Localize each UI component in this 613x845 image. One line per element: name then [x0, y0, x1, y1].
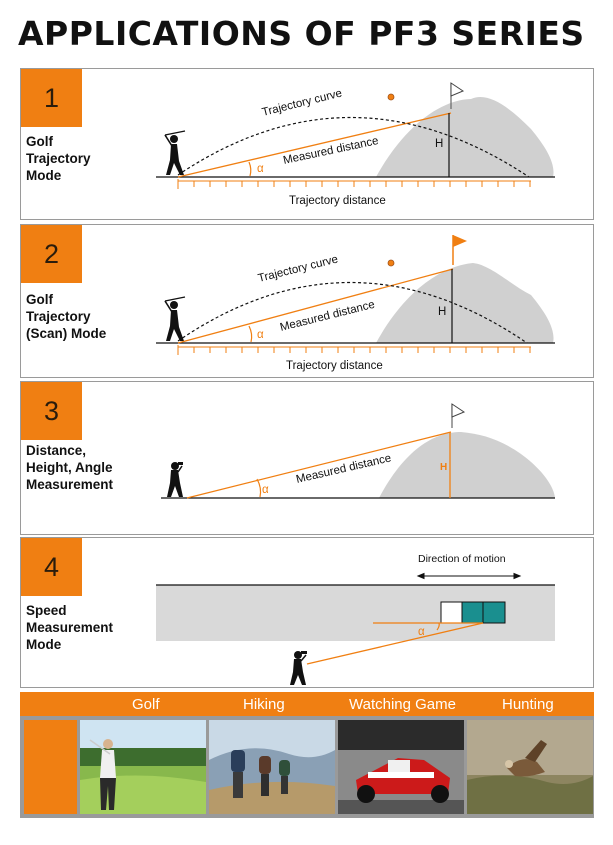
ball-apex [388, 260, 394, 266]
label-trajectory-distance: Trajectory distance [286, 360, 383, 372]
mode-label: Golf Trajectory Mode [26, 134, 91, 183]
label-trajectory-curve: Trajectory curve [256, 253, 340, 285]
rangefinder-user-icon [167, 462, 183, 497]
distance-height-angle-diagram [21, 382, 595, 536]
hill-shape [379, 432, 555, 498]
accent-block [24, 720, 77, 814]
hill-shape [376, 263, 554, 343]
trajectory-scan-diagram [21, 225, 595, 379]
label-measured-distance: Measured distance [278, 298, 377, 334]
flag-icon [453, 235, 467, 265]
rangefinder-user-icon [290, 651, 307, 685]
label-angle: α [257, 163, 264, 175]
vehicle-trailing [441, 602, 462, 623]
photo-golf [80, 720, 206, 814]
panel-speed-measurement [20, 537, 594, 688]
application-label-hunting: Hunting [502, 696, 554, 713]
mode-label: Distance, Height, Angle Measurement [26, 443, 114, 492]
panel-number: 4 [21, 538, 82, 596]
flag-icon [452, 404, 464, 428]
panel-golf-trajectory [20, 68, 594, 220]
vehicle-leading [483, 602, 505, 623]
panel-distance-height-angle [20, 381, 594, 535]
label-height: H [435, 138, 444, 150]
ball-apex [388, 94, 394, 100]
vehicle-middle [462, 602, 483, 623]
golfer-icon [165, 297, 185, 341]
hill-shape [376, 97, 554, 177]
angle-arc [257, 479, 261, 497]
label-direction-of-motion: Direction of motion [418, 553, 506, 565]
panel-golf-trajectory-scan [20, 224, 594, 378]
label-measured-distance: Measured distance [294, 452, 393, 486]
label-height: H [440, 462, 448, 473]
distance-ruler [178, 179, 531, 189]
panel-number: 2 [21, 225, 82, 283]
mode-label: Golf Trajectory (Scan) Mode [26, 292, 107, 341]
label-angle: α [418, 626, 425, 638]
angle-arc [249, 162, 251, 176]
panel-number: 1 [21, 69, 82, 127]
angle-arc [249, 326, 252, 342]
panel-number: 3 [21, 382, 82, 440]
photo-watching-game [338, 720, 464, 814]
application-label-watching-game: Watching Game [349, 696, 456, 713]
label-measured-distance: Measured distance [282, 134, 380, 167]
trajectory-diagram [21, 69, 595, 221]
direction-arrow [418, 574, 520, 579]
label-trajectory-curve: Trajectory curve [260, 87, 344, 119]
label-height: H [438, 306, 447, 318]
label-angle: α [262, 484, 269, 496]
page-title: APPLICATIONS OF PF3 SERIES [18, 14, 585, 53]
application-photos [20, 716, 594, 818]
label-trajectory-distance: Trajectory distance [289, 195, 386, 207]
label-angle: α [257, 329, 264, 341]
speed-measurement-diagram [21, 538, 595, 689]
photo-hiking [209, 720, 335, 814]
photo-hunting [467, 720, 593, 814]
application-label-golf: Golf [132, 696, 160, 713]
golfer-icon [165, 131, 185, 175]
application-label-hiking: Hiking [243, 696, 285, 713]
distance-ruler [178, 345, 531, 355]
mode-label: Speed Measurement Mode [26, 603, 114, 652]
